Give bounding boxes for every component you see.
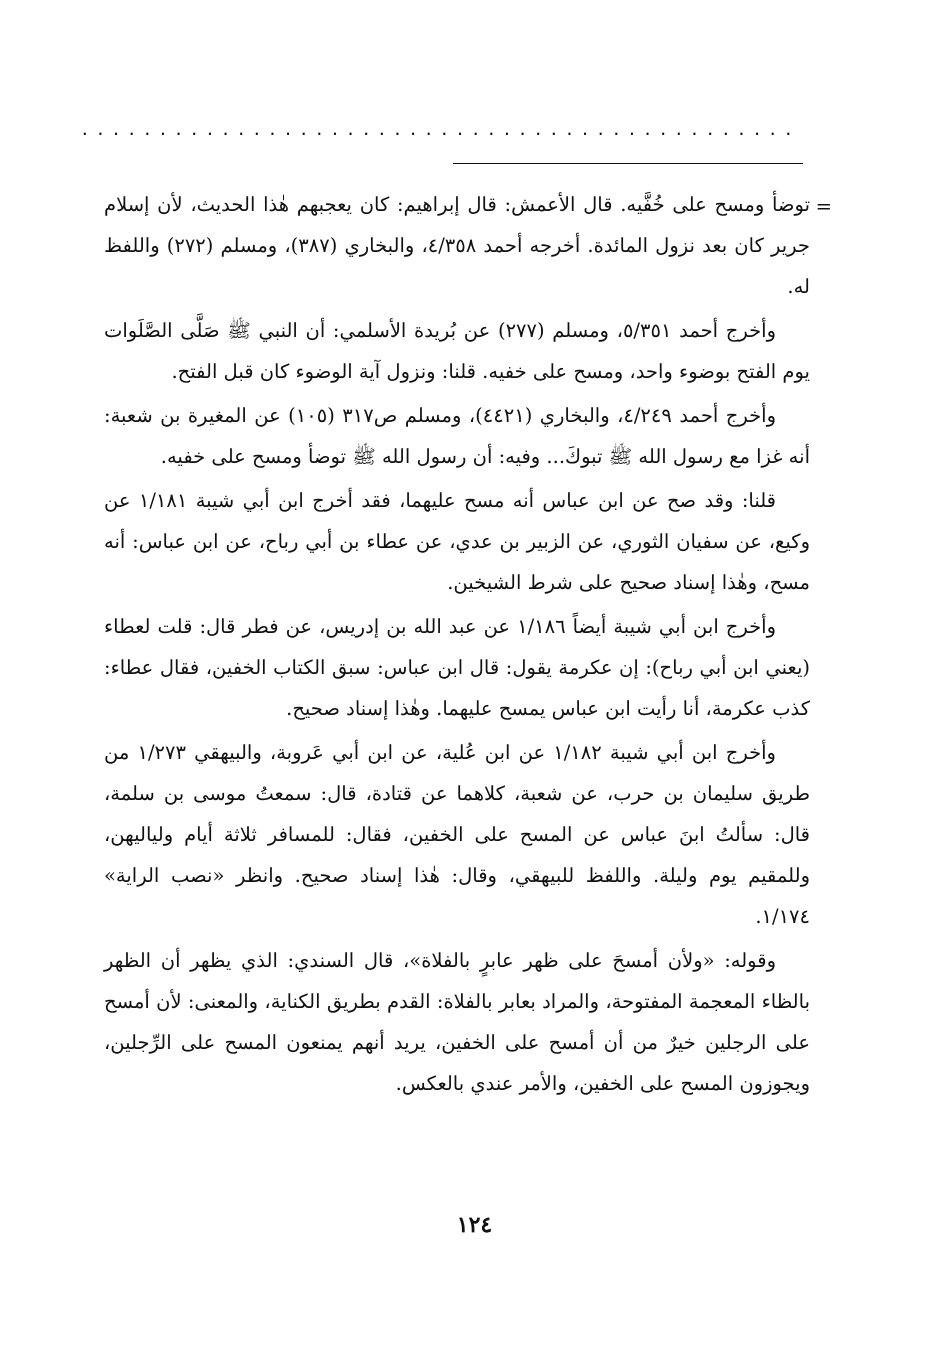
paragraph: توضأ ومسح على خُفَّيه. قال الأعمش: قال إبراهيم: كان يعجبهم هٰذا الحديث، لأن إسلام جرير كان بعد نزول المائدة. أخرجه أحمد ٤/٣٥٨، والبخاري (٣٨٧)، ومسلم (٢٧٢) واللفظ له.: [104, 193, 810, 298]
paragraph: قلنا: وقد صح عن ابن عباس أنه مسح عليهما، فقد أخرج ابن أبي شيبة ١/١٨١ عن وكيع، عن سفيان الثوري، عن الزبير بن عدي، عن عطاء بن أبي رباح، عن ابن عباس: أنه مسح، وهٰذا إسناد صحيح على شرط الشيخين.: [104, 489, 810, 594]
continuation-mark: =: [815, 195, 832, 218]
footnote-rule: [453, 163, 803, 164]
page-number: ١٢٤: [456, 1212, 493, 1238]
paragraph: وأخرج ابن أبي شيبة ١/١٨٢ عن ابن عُلية، عن ابن أبي عَروبة، والبيهقي ١/٢٧٣ من طريق سليمان بن حرب، عن شعبة، كلاهما عن قتادة، قال: سمعتُ موسى بن سلمة، قال: سألتُ ابنَ عباس عن المسح على الخفين، فقال: للمسافر ثلاثة أيام ولياليهن، وللمقيم يوم وليلة. واللفظ للبيهقي، وقال: هٰذا إسناد صحيح. وانظر «نصب الراية» ١/١٧٤.: [104, 741, 810, 928]
paragraph: وأخرج أحمد ٤/٢٤٩، والبخاري (٤٤٢١)، ومسلم ص٣١٧ (١٠٥) عن المغيرة بن شعبة: أنه غزا مع رسول الله ﷺ تبوكَ... وفيه: أن رسول الله ﷺ توضأ ومسح على خفيه.: [104, 404, 810, 468]
paragraph: وأخرج أحمد ٥/٣٥١، ومسلم (٢٧٧) عن بُريدة الأسلمي: أن النبي ﷺ صَلَّى الصَّلَوات يوم الفتح بوضوء واحد، ومسح على خفيه. قلنا: ونزول آية الوضوء كان قبل الفتح.: [104, 319, 810, 383]
paragraph: وأخرج ابن أبي شيبة أيضاً ١/١٨٦ عن عبد الله بن إدريس، عن فطر قال: قلت لعطاء (يعني ابن أبي رباح): إن عكرمة يقول: قال ابن عباس: سبق الكتاب الخفين، فقال عطاء: كذب عكرمة، أنا رأيت ابن عباس يمسح عليهما. وهٰذا إسناد صحيح.: [104, 615, 810, 720]
footnote-text: [104, 184, 832, 1107]
dotted-separator: ..............................................: [80, 120, 800, 139]
paragraph: وقوله: «ولأن أمسحَ على ظهر عابرٍ بالفلاة»، قال السندي: الذي يظهر أن الظهر بالظاء المعجمة المفتوحة، والمراد بعابر بالفلاة: القدم بطريق الكناية، والمعنى: لأن أمسح على الرجلين خيرٌ من أن أمسح على الخفين، يريد أنهم يمنعون المسح على الرِّجلين، ويجوزون المسح على الخفين، والأمر عندي بالعكس.: [104, 949, 810, 1095]
